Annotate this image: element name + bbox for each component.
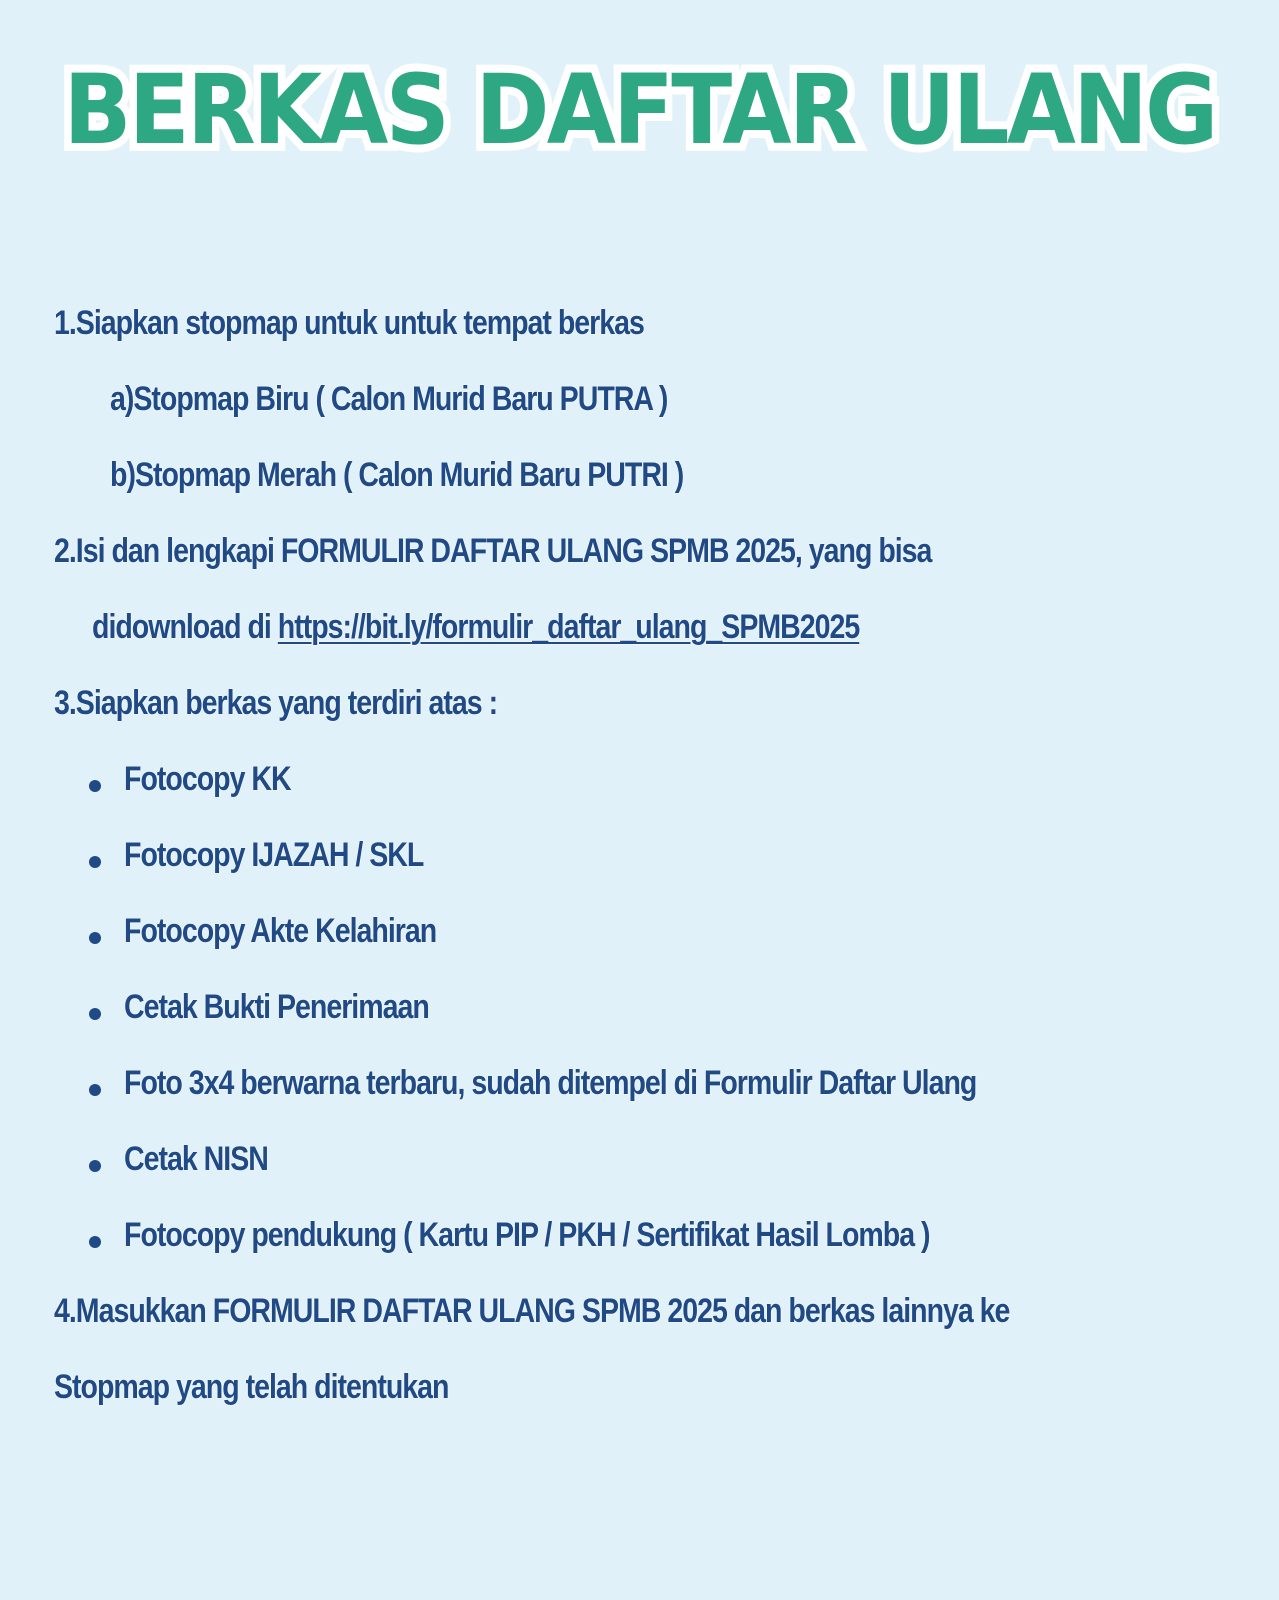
document-item-foto: Foto 3x4 berwarna terbaru, sudah ditempel di Formulir Daftar Ulang [124, 1064, 977, 1102]
step-2-download-line [92, 610, 859, 644]
page-title: BERKAS DAFTAR ULANG [63, 54, 1216, 166]
document-item-bukti-penerimaan: Cetak Bukti Penerimaan [124, 988, 429, 1026]
document-item-akte: Fotocopy Akte Kelahiran [124, 912, 437, 950]
bullet-icon [89, 1160, 101, 1172]
step-1-option-b: b)Stopmap Merah ( Calon Murid Baru PUTRI ) [110, 456, 684, 494]
step-4-text-continued: Stopmap yang telah ditentukan [54, 1368, 449, 1406]
bullet-icon [89, 932, 101, 944]
document-item-nisn: Cetak NISN [124, 1140, 268, 1178]
document-item-kk: Fotocopy KK [124, 760, 291, 798]
step-2-download-prefix: didownload di [92, 608, 278, 646]
document-item-ijazah: Fotocopy IJAZAH / SKL [124, 836, 424, 874]
bullet-icon [89, 1008, 101, 1020]
step-2-text: 2.Isi dan lengkapi FORMULIR DAFTAR ULANG SPMB 2025, yang bisa [54, 532, 932, 570]
bullet-icon [89, 780, 101, 792]
bullet-icon [89, 1236, 101, 1248]
bullet-icon [89, 1084, 101, 1096]
step-3-text: 3.Siapkan berkas yang terdiri atas : [54, 684, 498, 722]
bullet-icon [89, 856, 101, 868]
step-1-text: 1.Siapkan stopmap untuk untuk tempat berkas [54, 304, 644, 342]
formulir-download-link[interactable]: https://bit.ly/formulir_daftar_ulang_SPMB2025 [277, 608, 860, 646]
step-1-option-a: a)Stopmap Biru ( Calon Murid Baru PUTRA ) [110, 380, 668, 418]
step-4-text: 4.Masukkan FORMULIR DAFTAR ULANG SPMB 2025 dan berkas lainnya ke [54, 1292, 1010, 1330]
document-item-pendukung: Fotocopy pendukung ( Kartu PIP / PKH / Sertifikat Hasil Lomba ) [124, 1216, 930, 1254]
